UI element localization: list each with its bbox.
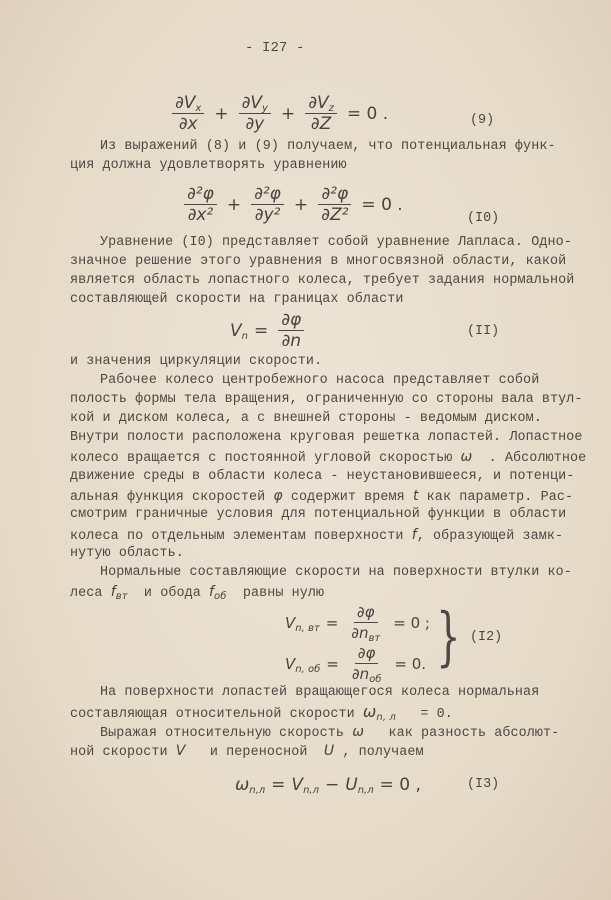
equation-10-label: (I0) bbox=[467, 211, 500, 226]
text-line: кой и диском колеса, а с внешней стороны - ведомым диском. bbox=[70, 411, 542, 426]
equation-10: $\frac{\text{∂²φ}}{\text{∂x²}}$ + $\frac{\text{∂²φ}}{\text{∂y²}}$ + $\frac{\text{∂²φ}}{\text{∂Z²}}$ = 0 . bbox=[180, 185, 409, 224]
text-line: Из выражений (8) и (9) получаем, что потенциальная функ- bbox=[100, 139, 556, 154]
text-line: смотрим граничные условия для потенциальной функции в области bbox=[70, 507, 567, 522]
text-line: является область лопастного колеса, требует задания нормальной bbox=[70, 273, 575, 288]
text-line: альная функция скоростей φ содержит время t как параметр. Рас- bbox=[70, 488, 574, 505]
equation-11: $V_n$ = $\frac{\partial\varphi}{\partial n}$ bbox=[230, 311, 308, 350]
text-line: леса $f_{вт}$ и обода $f_{об}$ равны нулю bbox=[70, 584, 325, 602]
equation-13: $\omega_{n,л}$ = $V_{n,л}$ − $U_{n,л}$ = 0 , bbox=[235, 775, 421, 796]
equation-12-line-2: $V_{n, об}$ = $\frac{\partial\varphi}{\partial n_{об}}$ = 0. bbox=[285, 644, 427, 685]
text-line: ной скорости V и переносной U , получаем bbox=[70, 743, 424, 760]
text-line: Нормальные составляющие скорости на поверхности втулки ко- bbox=[100, 565, 572, 580]
text-line: Выражая относительную скорость ω как разность абсолют- bbox=[100, 724, 560, 741]
text-line: нутую область. bbox=[70, 546, 184, 561]
equation-12-label: (I2) bbox=[470, 630, 503, 645]
page-number: - I27 - bbox=[245, 40, 305, 56]
right-brace-icon: } bbox=[436, 600, 461, 674]
equation-9-label: (9) bbox=[470, 113, 495, 128]
text-line: значное решение этого уравнения в многосвязной области, какой bbox=[70, 254, 567, 269]
text-line: составляющая относительной скорости $\omega_{n, л}$ = 0. bbox=[70, 702, 453, 723]
equation-11-label: (II) bbox=[467, 324, 500, 339]
text-line: Внутри полости расположена круговая решетка лопастей. Лопастное bbox=[70, 430, 583, 445]
text-line: Рабочее колесо центробежного насоса представляет собой bbox=[100, 373, 540, 388]
text-line: полость формы тела вращения, ограниченную со стороны вала втул- bbox=[70, 392, 583, 407]
text-line: движение среды в области колеса - неустановившееся, и потенци- bbox=[70, 469, 575, 484]
text-line: и значения циркуляции скорости. bbox=[70, 354, 323, 369]
equation-9: $\frac{\partial V_x}{\partial x}$ + $\frac{\partial V_y}{\partial y}$ + $\frac{\partial V_z}{\partial Z}$ = 0 . bbox=[168, 94, 394, 133]
equation-12-line-1: $V_{n, вт}$ = $\frac{\partial\varphi}{\partial n_{вт}}$ = 0 ; bbox=[285, 603, 430, 644]
text-line: На поверхности лопастей вращающегося колеса нормальная bbox=[100, 685, 540, 700]
text-line: ция должна удовлетворять уравнению bbox=[70, 158, 347, 173]
text-line: Уравнение (I0) представляет собой уравнение Лапласа. Одно- bbox=[100, 235, 572, 250]
text-line: составляющей скорости на границах области bbox=[70, 292, 404, 307]
equation-13-label: (I3) bbox=[467, 777, 500, 792]
text-line: колесо вращается с постоянной угловой скоростью ω . Абсолютное bbox=[70, 449, 587, 466]
text-line: колеса по отдельным элементам поверхности f, образующей замк- bbox=[70, 527, 564, 544]
